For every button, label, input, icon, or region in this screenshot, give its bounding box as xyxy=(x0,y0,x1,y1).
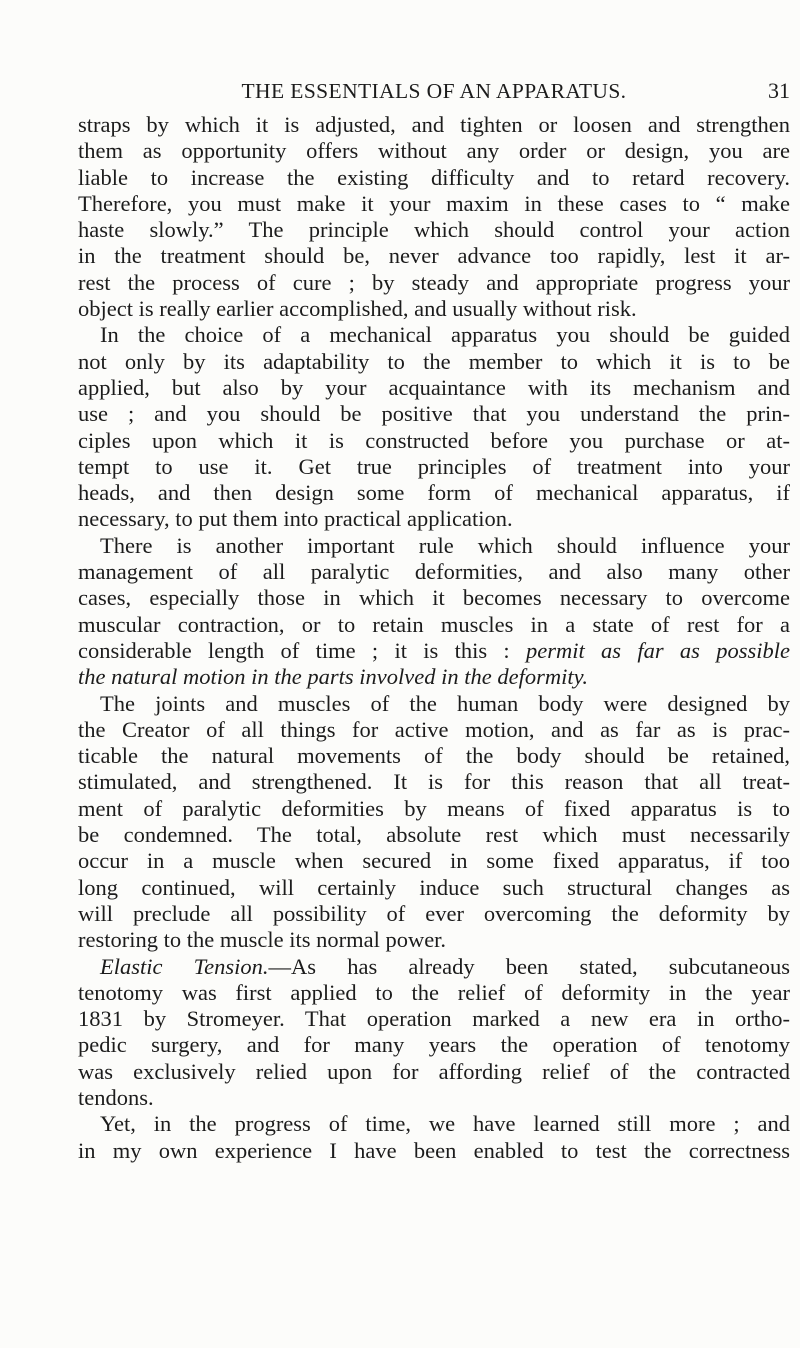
paragraph-start-line: In the choice of a mechanical apparatus you should be guided xyxy=(100,322,790,348)
text-line: restoring to the muscle its normal power. xyxy=(78,927,447,953)
text-line: use ; and you should be positive that you understand the prin- xyxy=(78,401,790,427)
text-line: in my own experience I have been enabled to test the correctness xyxy=(78,1137,790,1163)
text-line: long continued, will certainly induce such structural changes as xyxy=(78,874,790,900)
text-line: be condemned. The total, absolute rest which must necessarily xyxy=(78,822,790,848)
text-line: occur in a muscle when secured in some fixed apparatus, if too xyxy=(78,848,790,874)
text-line: management of all paralytic deformities, and also many other xyxy=(78,559,790,585)
text-line: applied, but also by your acquaintance with its mechanism and xyxy=(78,374,790,400)
text-line: muscular contraction, or to retain muscles in a state of rest for a xyxy=(78,611,790,637)
text-line: in the treatment should be, never advance too rapidly, lest it ar- xyxy=(78,243,790,269)
text-line: was exclusively relied upon for affording relief of the contracted xyxy=(78,1058,790,1084)
running-head xyxy=(78,76,790,106)
text-line: pedic surgery, and for many years the operation of tenotomy xyxy=(78,1032,790,1058)
text-line: stimulated, and strengthened. It is for this reason that all treat- xyxy=(78,769,790,795)
text-line: 1831 by Stromeyer. That operation marked a new era in ortho- xyxy=(78,1006,790,1032)
text-line: the Creator of all things for active motion, and as far as is prac- xyxy=(78,716,790,742)
italic-phrase: the natural motion in the parts involved in the deformity. xyxy=(78,664,588,690)
text-line: ciples upon which it is constructed before you purchase or at- xyxy=(78,427,790,453)
text-line: tempt to use it. Get true principles of treatment into your xyxy=(78,453,790,479)
paragraph-start-line: There is another important rule which should influence your xyxy=(100,532,790,558)
text-line: liable to increase the existing difficulty and to retard recovery. xyxy=(78,164,790,190)
text-line: cases, especially those in which it becomes necessary to overcome xyxy=(78,585,790,611)
text-line: will preclude all possibility of ever overcoming the deformity by xyxy=(78,900,790,926)
text-line: heads, and then design some form of mechanical apparatus, if xyxy=(78,480,790,506)
text-line: not only by its adaptability to the member to which it is to be xyxy=(78,348,790,374)
section-heading-line: Elastic Tension.—As has already been stated, subcutaneous xyxy=(100,953,790,979)
text-line: necessary, to put them into practical application. xyxy=(78,506,513,532)
text-line: tenotomy was first applied to the relief of deformity in the year xyxy=(78,979,790,1005)
text-line: considerable length of time ; it is this : permit as far as possible xyxy=(78,637,790,663)
text-line xyxy=(78,664,790,690)
text-line: Therefore, you must make it your maxim in these cases to “ make xyxy=(78,190,790,216)
text-line: ment of paralytic deformities by means of fixed apparatus is to xyxy=(78,795,790,821)
body-text xyxy=(78,112,790,1164)
page-number: 31 xyxy=(768,78,790,103)
text-line: ticable the natural movements of the body should be retained, xyxy=(78,743,790,769)
italic-phrase: permit as far as possible xyxy=(525,637,790,663)
text-line: haste slowly.” The principle which should control your action xyxy=(78,217,790,243)
section-heading: Elastic Tension. xyxy=(100,953,269,979)
text-line: object is really earlier accomplished, and usually without risk. xyxy=(78,296,637,322)
text-line: rest the process of cure ; by steady and appropriate progress your xyxy=(78,269,790,295)
text-line: straps by which it is adjusted, and tighten or loosen and strengthen xyxy=(78,112,790,137)
paragraph-start-line: Yet, in the progress of time, we have learned still more ; and xyxy=(100,1111,790,1137)
running-title: THE ESSENTIALS OF AN APPARATUS. xyxy=(241,79,627,103)
text-line: tendons. xyxy=(78,1084,154,1110)
paragraph-start-line: The joints and muscles of the human body were designed by xyxy=(100,690,790,716)
text-line: them as opportunity offers without any order or design, you are xyxy=(78,138,790,164)
